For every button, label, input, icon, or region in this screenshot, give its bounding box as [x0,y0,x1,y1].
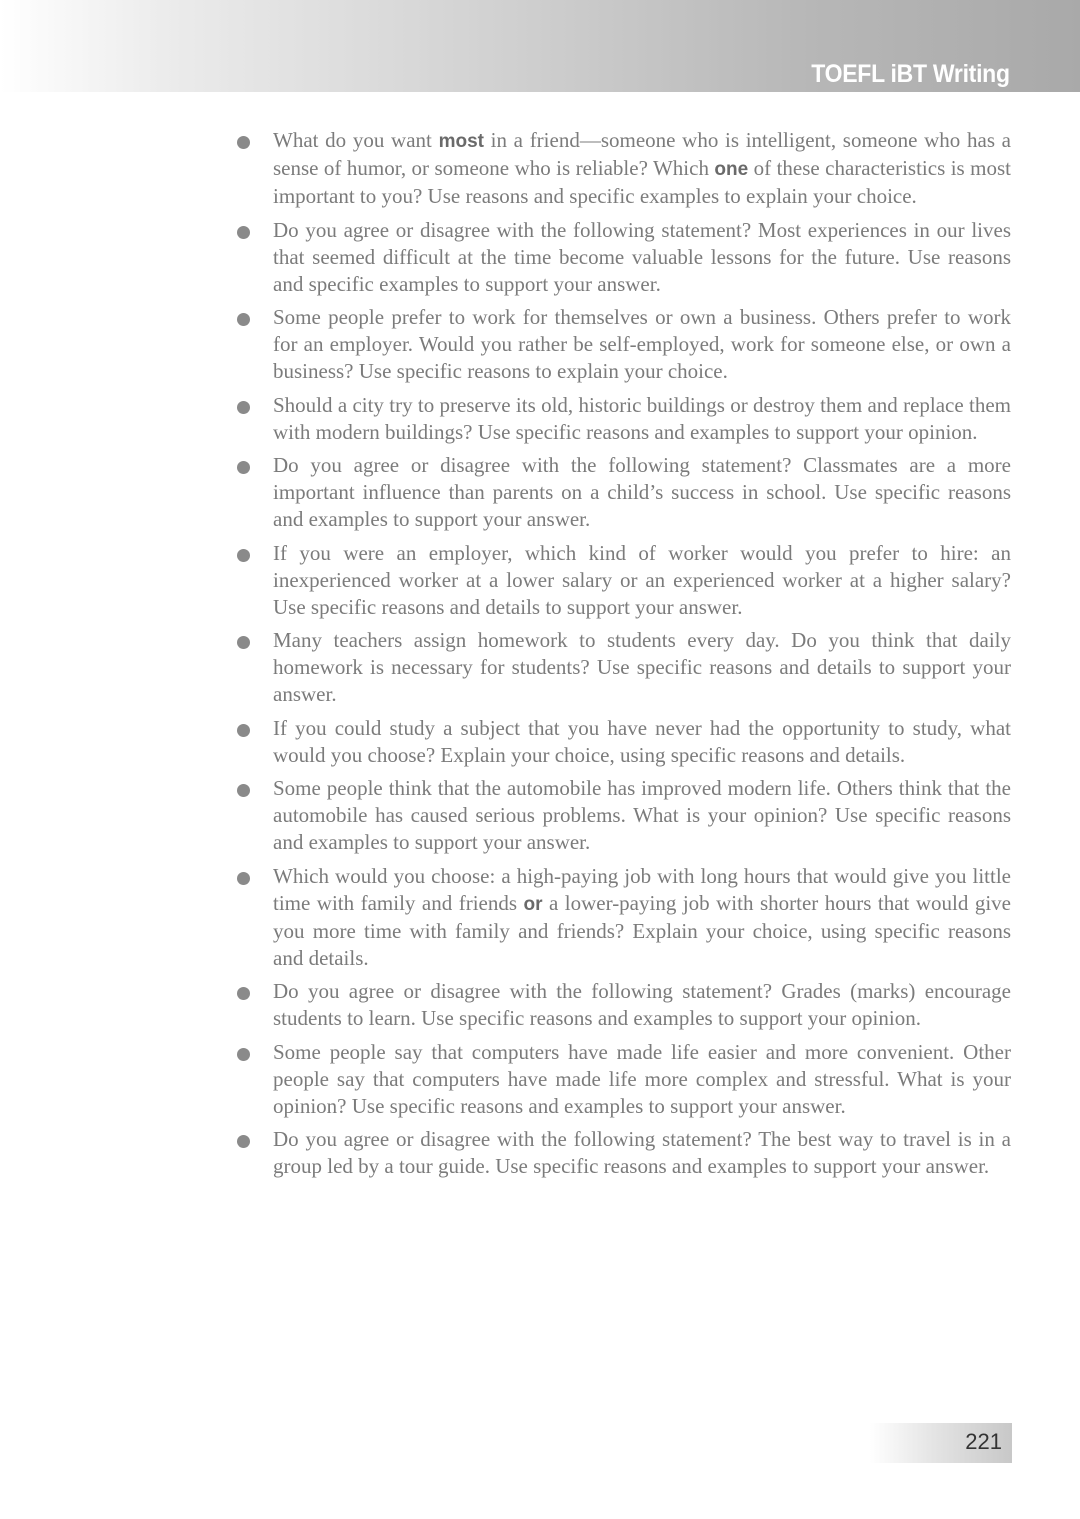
question-text: Many teachers assign homework to students every day. Do you think that daily homework is necessary for students? Use specific reasons and details to support your answer. [273,628,1011,706]
running-header-title: TOEFL iBT Writing [811,60,1010,88]
question-text: Should a city try to preserve its old, historic buildings or destroy them and replace them with modern buildings? Use specific reasons and examples to support your opinion. [273,392,1011,444]
bullet-icon [237,987,250,1000]
question-text: Some people say that computers have made life easier and more convenient. Other people say that computers have made life more complex and stressful. What is your opinion? Use specific reasons and examples to support your answer. [273,1039,1011,1118]
emphasis-word: or [523,893,543,915]
essay-question [273,127,1011,210]
bullet-icon [237,636,250,649]
essay-question [273,627,1011,708]
bullet-icon [237,784,250,797]
emphasis-word: most [438,131,484,152]
essay-question [273,775,1011,856]
question-text: If you could study a subject that you have never had the opportunity to study, what would you choose? Explain your choice, using specific reasons and details. [273,715,1011,767]
bullet-icon [237,226,250,239]
bullet-icon [237,1048,250,1061]
essay-question [273,1126,1011,1180]
bullet-icon [237,401,250,414]
essay-question [273,217,1011,298]
bullet-icon [237,136,250,149]
essay-question [273,715,1011,769]
bullet-icon [237,872,250,885]
essay-question [273,540,1011,621]
question-text: If you were an employer, which kind of worker would you prefer to hire: an inexperienced worker at a lower salary or an experienced worker at a higher salary? Use specific reasons and details to support your answer. [273,540,1011,619]
question-text: Some people prefer to work for themselves or own a business. Others prefer to work for an employer. Would you rather be self-employed, work for someone else, or own a business? Use specific reasons to explain your choice. [273,305,1011,383]
bullet-icon [237,549,250,562]
essay-question [273,452,1011,533]
essay-question [273,1039,1011,1120]
question-text: Do you agree or disagree with the following statement? The best way to travel is in a group led by a tour guide. Use specific reasons and examples to support your answer. [273,1127,1011,1178]
emphasis-word: one [714,159,749,180]
page-number: 221 [965,1429,1002,1454]
question-text: Do you agree or disagree with the following statement? Grades (marks) encourage students to learn. Use specific reasons and examples to support your opinion. [273,979,1011,1030]
essay-question-list [273,127,1011,1187]
essay-question [273,304,1011,385]
question-text: Which would you choose: a high-paying job with long hours that would give you little time with family and friends or a lower-paying job with shorter hours that would give you more time with family and friends? Explain your choice, using specific reasons and details. [273,863,1011,970]
question-text: Some people think that the automobile has improved modern life. Others think that the automobile has caused serious problems. What is your opinion? Use specific reasons and examples to support your answer. [273,776,1011,854]
bullet-icon [237,313,250,326]
question-text: Do you agree or disagree with the following statement? Classmates are a more important influence than parents on a child’s success in school. Use specific reasons and examples to support your answer. [273,453,1011,531]
page-number-tab [870,1423,1012,1463]
question-text: Do you agree or disagree with the following statement? Most experiences in our lives that seemed difficult at the time become valuable lessons for the future. Use reasons and specific examples to support your answer. [273,217,1011,296]
essay-question [273,978,1011,1032]
question-text: What do you want most in a friend—someone who is intelligent, someone who has a sense of humor, or someone who is reliable? Which one of these characteristics is most important to you? Use reasons and specific examples to explain your choice. [273,128,1011,208]
header-band [0,0,1080,92]
bullet-icon [237,724,250,737]
essay-question [273,863,1011,972]
bullet-icon [237,1135,250,1148]
bullet-icon [237,461,250,474]
essay-question [273,392,1011,446]
